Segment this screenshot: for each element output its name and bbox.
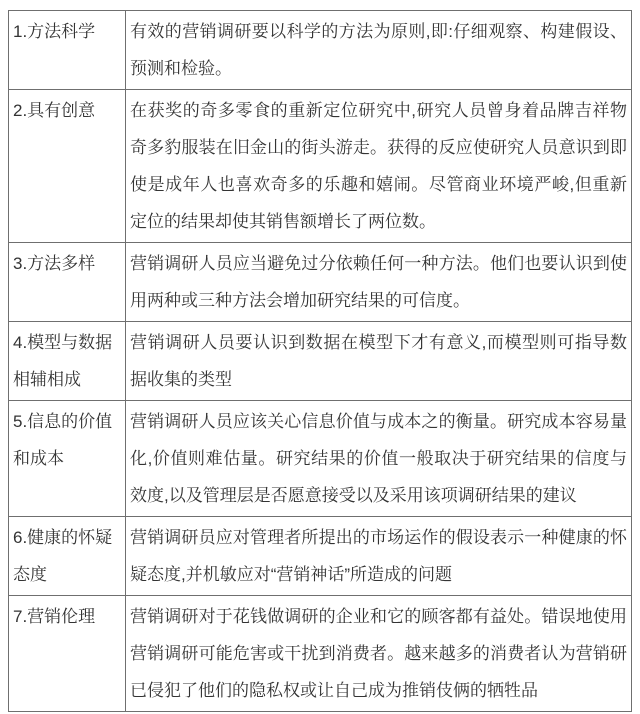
description-cell: 在获奖的奇多零食的重新定位研究中,研究人员曾身着品牌吉祥物奇多豹服装在旧金山的街头游走。获得的反应使研究人员意识到即使是成年人也喜欢奇多的乐趣和嬉闹。尽管商业环境严峻,但重新定位的结果却使其销售额增长了两位数。 [126,90,632,243]
term-cell: 3.方法多样 [9,243,126,322]
table-row [9,596,632,712]
table-row [9,401,632,517]
table-row [9,90,632,243]
term-cell: 2.具有创意 [9,90,126,243]
term-cell: 4.模型与数据相辅相成 [9,322,126,401]
table-row [9,322,632,401]
description-cell: 营销调研员应对管理者所提出的市场运作的假设表示一种健康的怀疑态度,并机敏应对“营销神话”所造成的问题 [126,517,632,596]
table-row [9,517,632,596]
term-cell: 6.健康的怀疑态度 [9,517,126,596]
description-cell: 营销调研人员应当避免过分依赖任何一种方法。他们也要认识到使用两种或三种方法会增加研究结果的可信度。 [126,243,632,322]
table-row [9,243,632,322]
description-cell: 营销调研人员要认识到数据在模型下才有意义,而模型则可指导数据收集的类型 [126,322,632,401]
description-cell: 营销调研对于花钱做调研的企业和它的顾客都有益处。错误地使用营销调研可能危害或干扰到消费者。越来越多的消费者认为营销研已侵犯了他们的隐私权或让自己成为推销伎俩的牺牲品 [126,596,632,712]
table-row [9,11,632,90]
term-cell: 1.方法科学 [9,11,126,90]
term-cell: 7.营销伦理 [9,596,126,712]
description-cell: 营销调研人员应该关心信息价值与成本之的衡量。研究成本容易量化,价值则难估量。研究结果的价值一般取决于研究结果的信度与效度,以及管理层是否愿意接受以及采用该项调研结果的建议 [126,401,632,517]
description-cell: 有效的营销调研要以科学的方法为原则,即:仔细观察、构建假设、预测和检验。 [126,11,632,90]
term-cell: 5.信息的价值和成本 [9,401,126,517]
marketing-research-characteristics-table [8,10,632,712]
table-body [9,11,632,712]
